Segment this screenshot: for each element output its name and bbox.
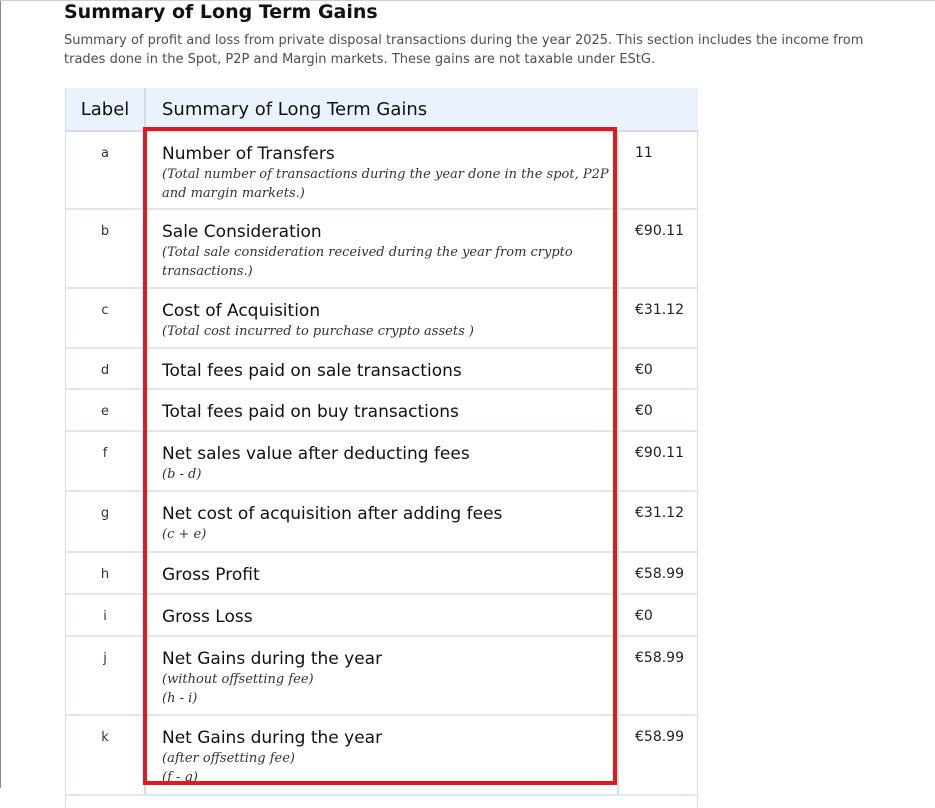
row-value: €58.99	[618, 552, 698, 594]
row-value: €31.12	[618, 491, 698, 552]
table-row	[66, 348, 698, 389]
row-title: Sale Consideration	[162, 222, 322, 242]
gains-table-container	[65, 88, 698, 808]
row-subtext: (c + e)	[162, 527, 207, 542]
table-row	[66, 131, 698, 209]
row-description	[145, 552, 618, 594]
row-title: Net Gains during the year	[162, 649, 383, 669]
row-title: Net Gains during the year	[162, 728, 383, 748]
row-subtext: (Total number of transactions during the year done in the spot, P2P and margin markets.)	[162, 167, 609, 201]
row-title: Net cost of acquisition after adding fees	[162, 504, 503, 524]
header-summary: Summary of Long Term Gains	[145, 88, 698, 131]
row-label: e	[66, 389, 145, 431]
row-value: €0	[618, 348, 698, 389]
row-value: €0	[618, 389, 698, 431]
row-label: i	[66, 594, 145, 636]
row-title: Number of Transfers	[162, 144, 335, 164]
row-description	[145, 594, 618, 636]
row-label: h	[66, 552, 145, 594]
row-value: €31.12	[618, 288, 698, 348]
row-description	[145, 209, 618, 288]
table-row	[66, 389, 698, 431]
table-row	[66, 594, 698, 636]
row-subtext: (b - d)	[162, 467, 202, 482]
row-subtext: (h - i)	[162, 691, 198, 706]
row-value: €0	[618, 594, 698, 636]
row-title: Total fees paid on buy transactions	[162, 402, 459, 422]
row-subtext: (f - g)	[162, 770, 198, 785]
table-row	[66, 715, 698, 795]
row-label: a	[66, 131, 145, 209]
row-title: Gross Profit	[162, 565, 260, 585]
row-description	[145, 348, 618, 389]
long-term-gains-table	[66, 88, 698, 796]
row-description	[145, 491, 618, 552]
row-description	[145, 431, 618, 491]
row-label: g	[66, 491, 145, 552]
row-subtext: (Total cost incurred to purchase crypto assets )	[162, 324, 474, 339]
row-value: €90.11	[618, 431, 698, 491]
table-header-row	[66, 88, 698, 131]
row-description	[145, 288, 618, 348]
table-row	[66, 288, 698, 348]
header-label: Label	[66, 88, 145, 131]
section-description: Summary of profit and loss from private disposal transactions during the year 2025. This section includes the income from trades done in the Spot, P2P and Margin markets. These gains are not taxable under EStG.	[64, 33, 864, 67]
row-subtext: (after offsetting fee)	[162, 751, 296, 766]
table-row	[66, 431, 698, 491]
row-label: b	[66, 209, 145, 288]
row-subtext: (Total sale consideration received during the year from crypto transactions.)	[162, 245, 573, 279]
row-title: Gross Loss	[162, 607, 253, 627]
table-row	[66, 209, 698, 288]
row-value: €58.99	[618, 636, 698, 715]
row-description	[145, 131, 618, 209]
row-title: Net sales value after deducting fees	[162, 444, 470, 464]
row-label: j	[66, 636, 145, 715]
row-value: €90.11	[618, 209, 698, 288]
row-subtext: (without offsetting fee)	[162, 672, 314, 687]
window-left-edge	[0, 0, 1, 788]
row-label: f	[66, 431, 145, 491]
row-label: c	[66, 288, 145, 348]
row-value: €58.99	[618, 715, 698, 795]
row-value: 11	[618, 131, 698, 209]
section-title: Summary of Long Term Gains	[64, 1, 378, 23]
table-row	[66, 491, 698, 552]
row-description	[145, 715, 618, 795]
table-body	[66, 131, 698, 795]
row-label: d	[66, 348, 145, 389]
row-title: Cost of Acquisition	[162, 301, 321, 321]
table-row	[66, 552, 698, 594]
row-description	[145, 389, 618, 431]
row-description	[145, 636, 618, 715]
table-row	[66, 636, 698, 715]
row-title: Total fees paid on sale transactions	[162, 361, 462, 381]
row-label: k	[66, 715, 145, 795]
